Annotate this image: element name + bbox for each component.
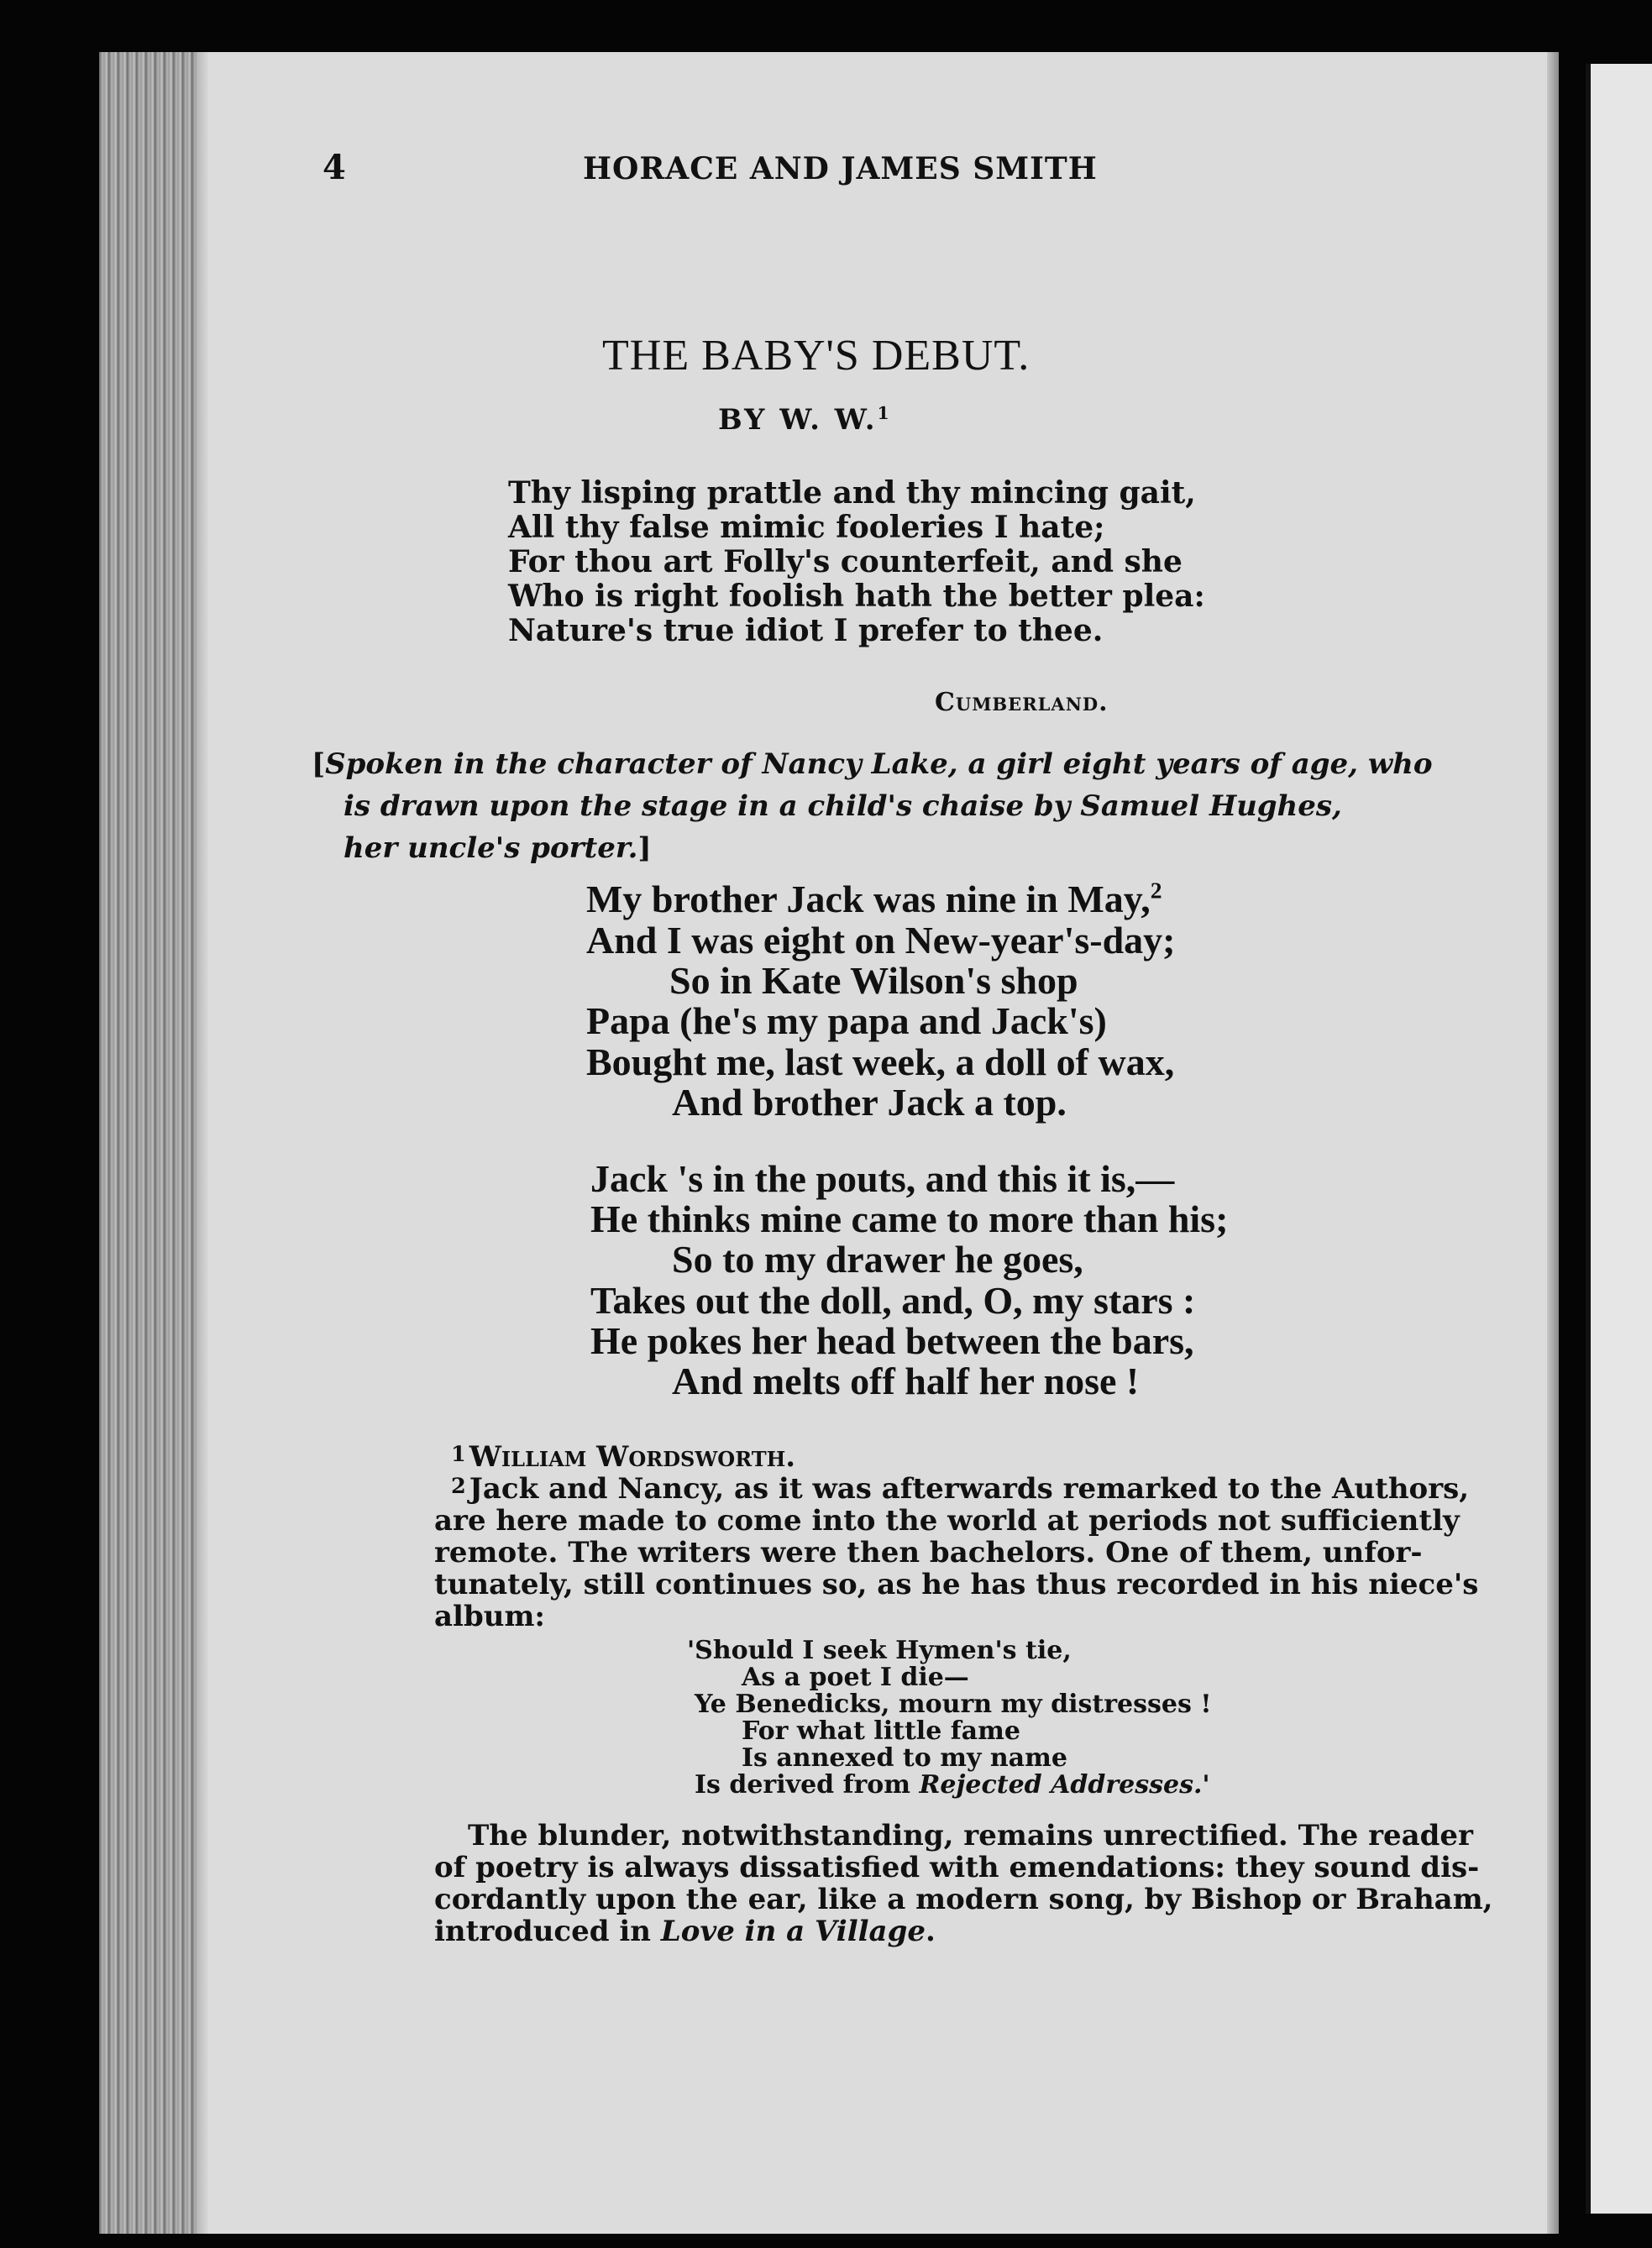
closing-end: . (925, 1915, 936, 1948)
footnote-1 (451, 1440, 796, 1474)
inner-verse-title: Rejected Addresses. (919, 1770, 1203, 1800)
adjacent-page-edge (1586, 64, 1652, 2214)
stanza-line: And melts off half her nose ! (672, 1360, 1140, 1402)
inner-verse-line: Is annexed to my name (742, 1743, 1067, 1773)
footnote-text: Jack and Nancy, as it was afterwards remarked to the Authors, (469, 1472, 1470, 1506)
stage-direction-line (344, 831, 652, 865)
stanza-line: So to my drawer he goes, (672, 1238, 1083, 1281)
stanza-line: Takes out the doll, and, O, my stars : (590, 1279, 1196, 1322)
stanza-line: Bought me, last week, a doll of wax, (586, 1040, 1175, 1083)
stage-direction-bracket: ] (637, 831, 652, 865)
footnote-marker: 1 (451, 1441, 466, 1467)
stanza-line: He pokes her head between the bars, (590, 1319, 1194, 1362)
closing-line (434, 1917, 936, 1946)
footnote-2-line: tunately, still continues so, as he has thus recorded in his niece's (434, 1568, 1479, 1601)
stage-direction-line: is drawn upon the stage in a child's chaise by Samuel Hughes, (344, 789, 1342, 823)
page-stack-edges (99, 52, 208, 2234)
closing-line: cordantly upon the ear, like a modern song, by Bishop or Braham, (434, 1883, 1493, 1916)
closing-title: Love in a Village (660, 1915, 926, 1948)
epigraph-line: Who is right foolish hath the better plea: (508, 579, 1205, 614)
stanza-line: And I was eight on New-year's-day; (586, 919, 1176, 962)
stanza-line: Papa (he's my papa and Jack's) (586, 999, 1107, 1042)
inner-verse-text: Is derived from (695, 1770, 911, 1800)
inner-verse-line: As a poet I die— (742, 1663, 969, 1692)
stage-direction-line (312, 747, 1433, 781)
stanza-line-text: My brother Jack was nine in May, (586, 878, 1151, 920)
epigraph-line: For thou art Folly's counterfeit, and she (508, 544, 1183, 579)
footnote-2-line: album: (434, 1600, 545, 1633)
stage-direction-text: Spoken in the character of Nancy Lake, a girl eight years of age, who (325, 747, 1433, 781)
inner-verse-close: ' (1202, 1770, 1210, 1800)
footnote-marker: 2 (451, 1473, 466, 1499)
inner-verse-line: 'Should I seek Hymen's tie, (687, 1636, 1072, 1665)
running-head: HORACE AND JAMES SMITH (583, 151, 1098, 186)
stanza-line: Jack 's in the pouts, and this it is,— (590, 1157, 1175, 1200)
byline-text: BY W. W. (718, 403, 878, 437)
stage-direction-text: her uncle's porter. (344, 831, 638, 865)
stanza-line: He thinks mine came to more than his; (590, 1197, 1229, 1240)
epigraph-line: Nature's true idiot I prefer to thee. (508, 613, 1104, 648)
closing-line: The blunder, notwithstanding, remains unrectified. The reader (468, 1819, 1473, 1852)
inner-verse-line (695, 1770, 1210, 1800)
stage-direction-bracket: [ (312, 747, 326, 781)
footnote-2-line: are here made to come into the world at periods not sufficiently (434, 1504, 1460, 1538)
poem-title: THE BABY'S DEBUT. (602, 332, 1031, 380)
byline-note-marker: 1 (877, 402, 892, 423)
epigraph-attribution: Cumberland. (935, 688, 1109, 717)
closing-line: of poetry is always dissatisfied with emendations: they sound dis- (434, 1851, 1480, 1884)
stanza-line: And brother Jack a top. (672, 1081, 1067, 1124)
inner-verse-line: Ye Benedicks, mourn my distresses ! (695, 1690, 1212, 1719)
footnote-2-line (451, 1472, 1470, 1506)
page-gutter-shadow (1547, 52, 1559, 2234)
epigraph (508, 476, 1205, 648)
stanza-line (586, 877, 1162, 920)
footnote-marker: 2 (1150, 877, 1162, 904)
epigraph-line: All thy false mimic fooleries I hate; (508, 510, 1105, 545)
closing-text: introduced in (434, 1915, 652, 1948)
stanza-line: So in Kate Wilson's shop (669, 959, 1078, 1002)
footnote-2-line: remote. The writers were then bachelors. One of them, unfor- (434, 1536, 1423, 1569)
page-number: 4 (323, 148, 346, 187)
footnote-text: William Wordsworth. (469, 1440, 796, 1474)
byline (718, 402, 892, 437)
inner-verse-line: For what little fame (742, 1716, 1020, 1746)
epigraph-line: Thy lisping prattle and thy mincing gait, (508, 475, 1196, 511)
